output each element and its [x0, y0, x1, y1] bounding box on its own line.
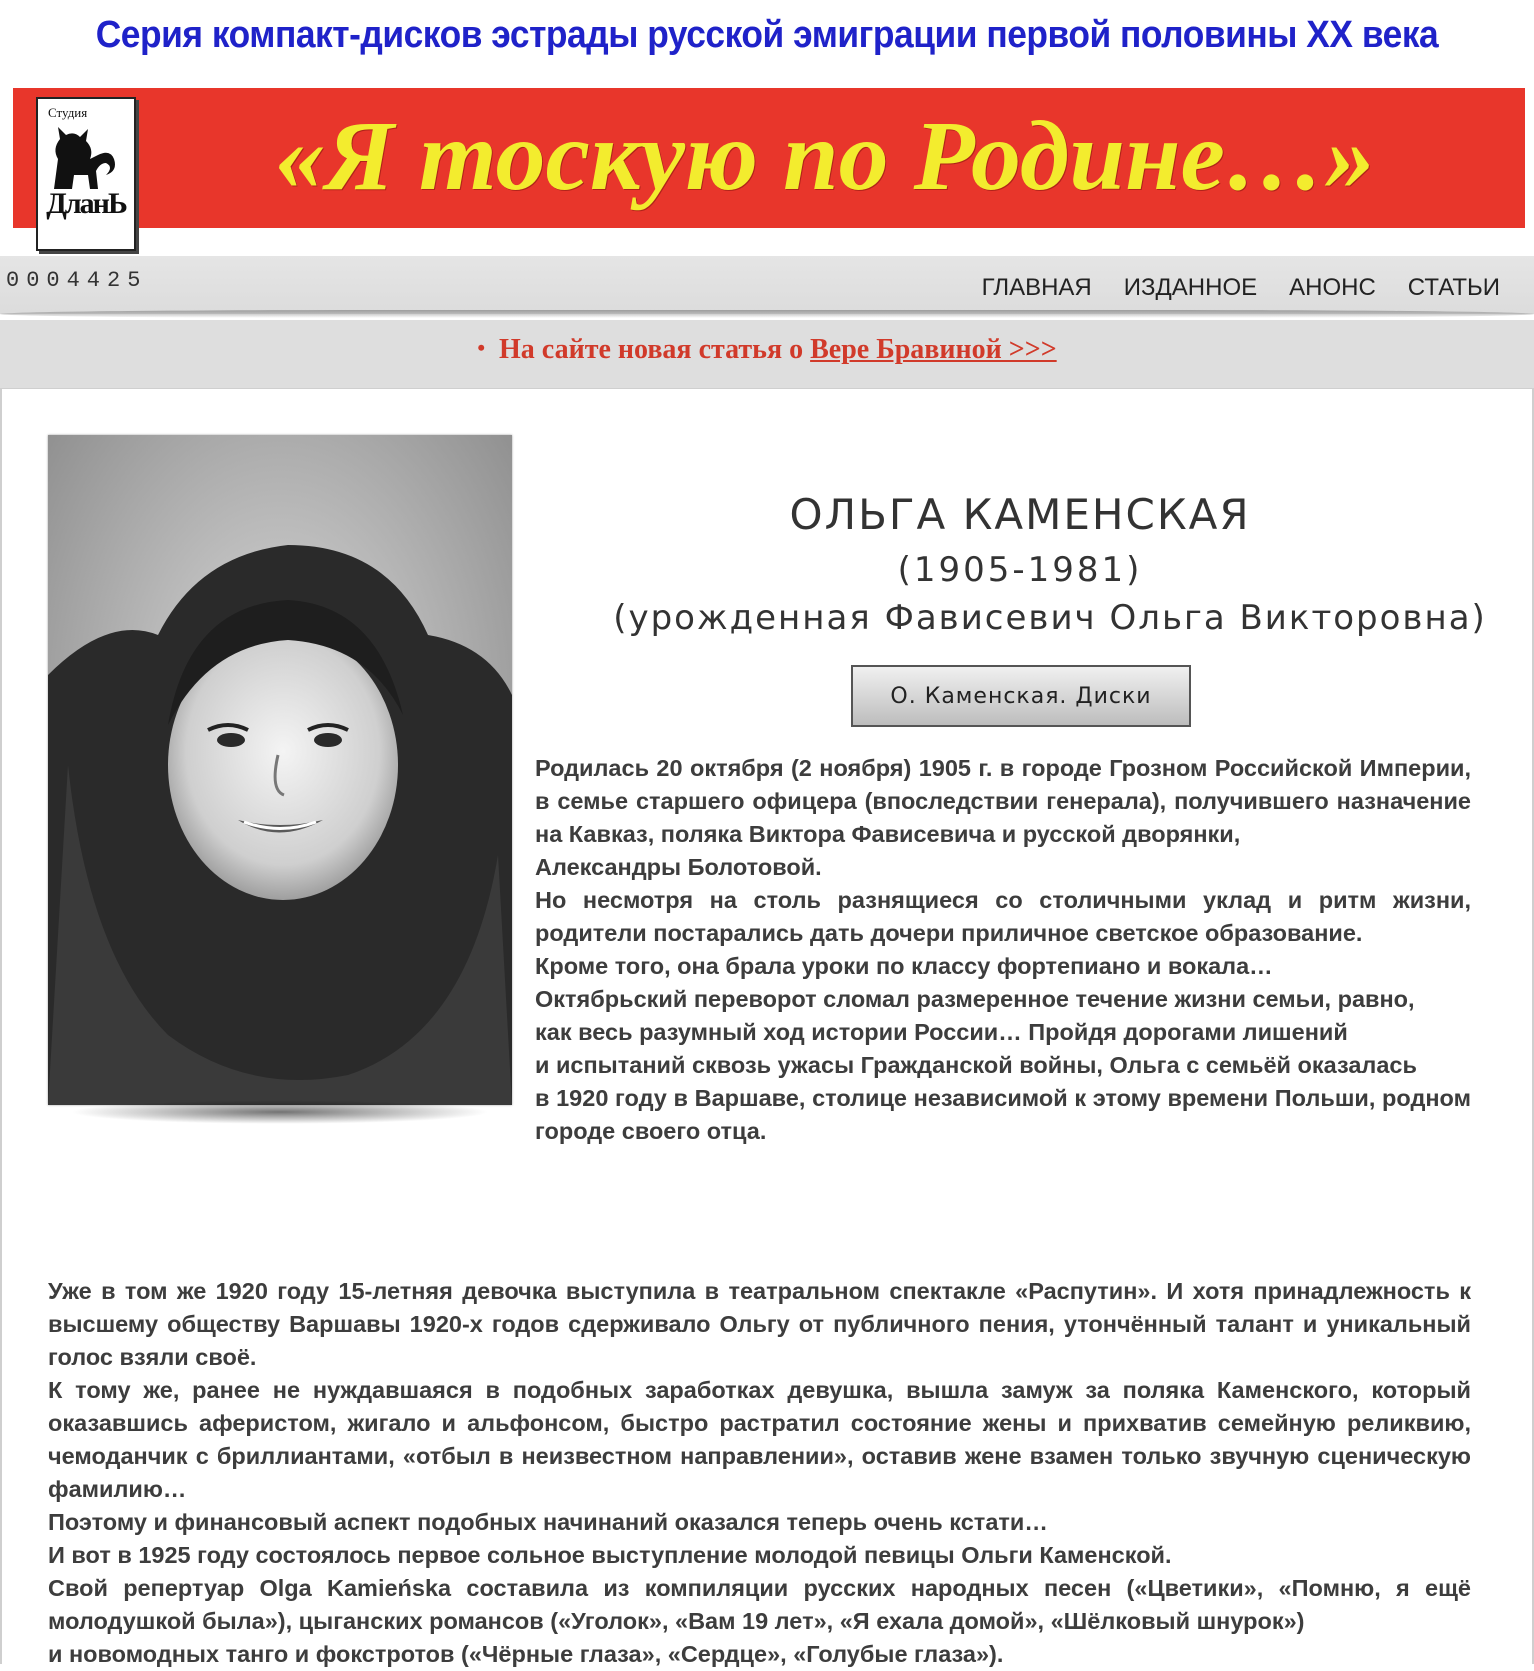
announcement [0, 334, 1534, 366]
artist-years: (1905-1981) [897, 550, 1143, 590]
bio-paragraph: Кроме того, она брала уроки по классу фортепиано и вокала… [535, 953, 1273, 979]
nav-item-published[interactable]: ИЗДАННОЕ [1123, 274, 1258, 301]
bio-paragraph: и испытаний сквозь ужасы Гражданской войны, Ольга с семьёй оказалась [535, 1052, 1417, 1078]
bio-paragraph: Октябрьский переворот сломал размеренное течение жизни семьи, равно, [535, 986, 1415, 1012]
black-cat-icon [44, 119, 128, 191]
bio-paragraph: как весь разумный ход истории России… Пройдя дорогами лишений [535, 1019, 1348, 1045]
logo-name-text: ДланЬ [46, 187, 126, 220]
bio-paragraph: Но несмотря на столь разнящиеся со столичными уклад и ритм жизни, родители постарались дать дочери приличное светское образование. [535, 887, 1471, 946]
portrait-photo [48, 435, 512, 1105]
bio-side-text [535, 752, 1471, 1148]
main-nav [982, 274, 1500, 302]
bio-paragraph: в 1920 году в Варшаве, столице независимой к этому времени Польши, родном городе своего отца. [535, 1085, 1471, 1144]
artist-name: ОЛЬГА КАМЕНСКАЯ [789, 490, 1251, 539]
bio-paragraph: Уже в том же 1920 году 15-летняя девочка выступила в театральном спектакле «Распутин». И хотя принадлежность к высшему обществу Варшавы 1920-х годов сдерживало Ольгу от публичного пения, утончённый талант и уникальный голос взяли своё. [48, 1278, 1471, 1370]
announcement-text: На сайте новая статья о [499, 334, 811, 365]
navbar-shadow [0, 310, 1534, 318]
banner-title: «Я тоскую по Родине…» [275, 100, 1375, 211]
bio-main-text [48, 1275, 1471, 1671]
nav-item-home[interactable]: ГЛАВНАЯ [981, 274, 1092, 301]
nav-item-articles[interactable]: СТАТЬИ [1407, 274, 1500, 301]
bio-paragraph: Свой репертуар Olga Kamieńska составила из компиляции русских народных песен («Цветики», «Помню, я ещё молодушкой была»), цыганских романсов («Уголок», «Вам 19 лет», «Я ехала домой», «Шёлковый шнурок») [48, 1575, 1471, 1634]
announcement-link[interactable]: Вере Бравиной >>> [810, 334, 1057, 365]
logo-studio-text: Студия [48, 105, 88, 120]
studio-logo[interactable] [36, 97, 136, 251]
discs-button[interactable]: О. Каменская. Диски [851, 665, 1191, 727]
bio-paragraph: Поэтому и финансовый аспект подобных начинаний оказался теперь очень кстати… [48, 1509, 1048, 1535]
bio-paragraph: К тому же, ранее не нуждавшаяся в подобных заработках девушка, вышла замуж за поляка Каменского, который оказавшись аферистом, жигало и альфонсом, быстро растратил состояние жены и прихватив семейную реликвию, чемоданчик с бриллиантами, «отбыл в неизвестном направлении», оставив жене взамен только звучную сценическую фамилию… [48, 1377, 1471, 1502]
nav-item-announce[interactable]: АНОНС [1289, 274, 1376, 301]
visitor-counter: 0004425 [6, 268, 148, 293]
photo-shadow [70, 1100, 490, 1124]
series-title: Серия компакт-дисков эстрады русской эмиграции первой половины XX века [95, 14, 1439, 56]
bio-paragraph: И вот в 1925 году состоялось первое сольное выступление молодой певицы Ольги Каменской. [48, 1542, 1172, 1568]
portrait-illustration [48, 435, 512, 1105]
bio-paragraph: и новомодных танго и фокстротов («Чёрные глаза», «Сердце», «Голубые глаза»). [48, 1641, 1004, 1667]
bio-paragraph: Александры Болотовой. [535, 854, 822, 880]
artist-birth-name: (урожденная Фависевич Ольга Викторовна) [613, 598, 1487, 638]
bullet-icon: • [477, 335, 486, 360]
bio-paragraph: Родилась 20 октября (2 ноября) 1905 г. в городе Грозном Российской Империи, в семье старшего офицера (впоследствии генерала), получившего назначение на Кавказ, поляка Виктора Фависевича и русской дворянки, [535, 755, 1471, 847]
